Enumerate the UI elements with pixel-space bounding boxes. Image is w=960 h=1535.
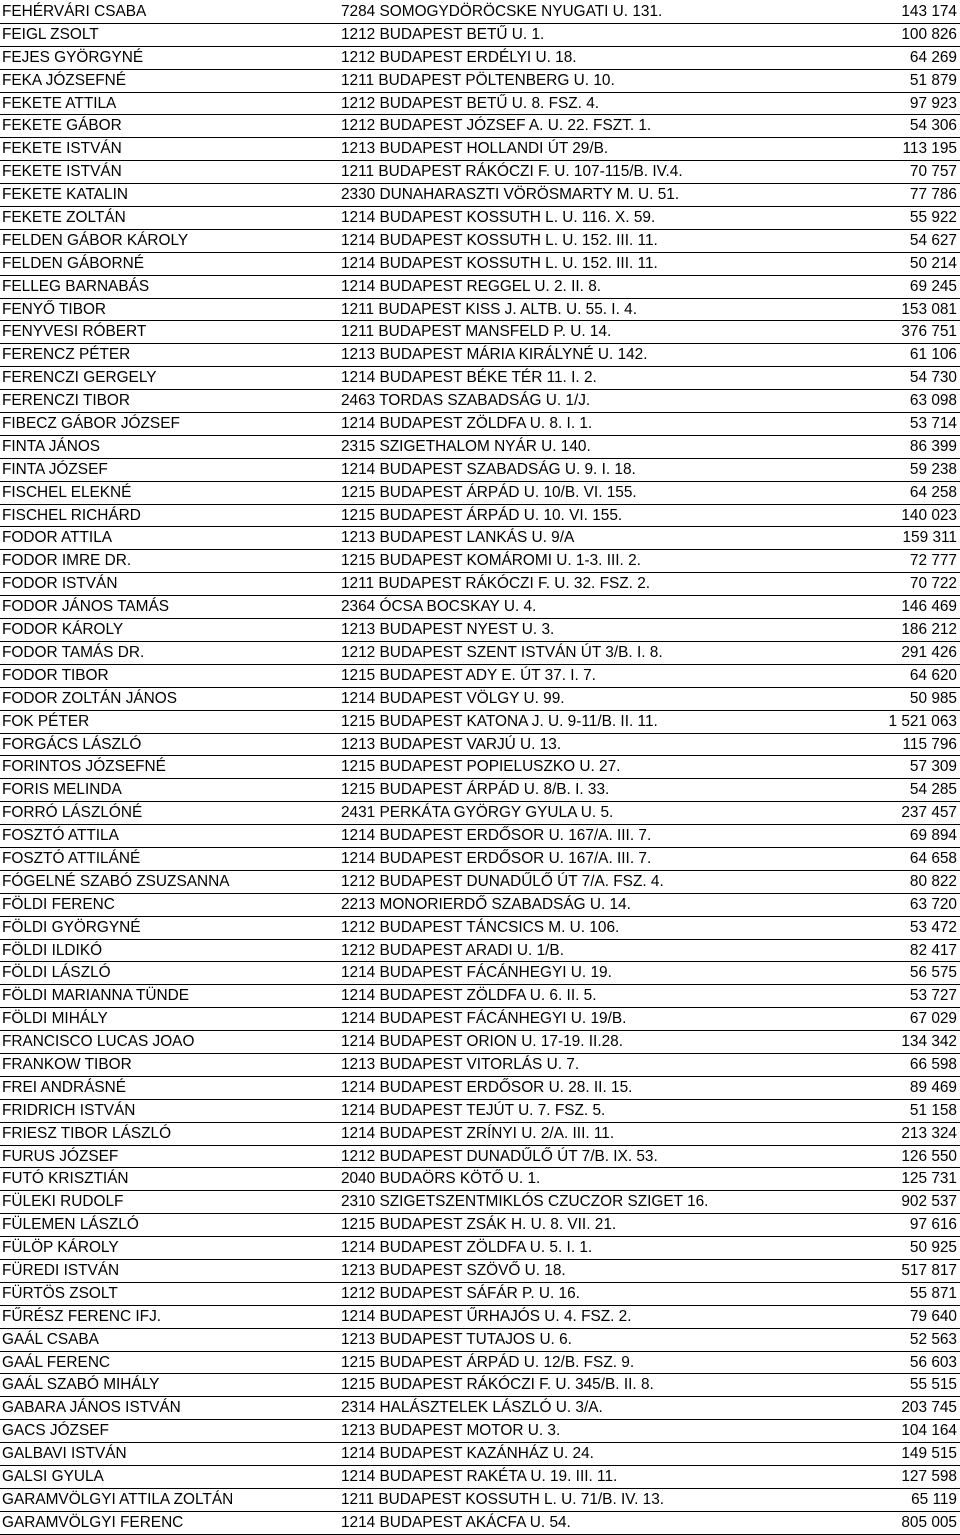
row-name: GACS JÓZSEF	[2, 1422, 109, 1440]
row-name: FODOR ZOLTÁN JÁNOS	[2, 689, 178, 707]
row-address: 1215 BUDAPEST ÁRPÁD U. 12/B. FSZ. 9.	[341, 1353, 635, 1371]
row-address: 1214 BUDAPEST KOSSUTH L. U. 152. III. 11.	[341, 254, 658, 272]
row-address: 1214 BUDAPEST BÉKE TÉR 11. I. 2.	[341, 369, 597, 387]
list-row	[0, 573, 960, 596]
row-amount: 140 023	[901, 506, 957, 524]
row-address: 1211 BUDAPEST KISS J. ALTB. U. 55. I. 4.	[341, 300, 637, 318]
list-row	[0, 688, 960, 711]
row-name: GARAMVÖLGYI FERENC	[2, 1513, 184, 1531]
row-amount: 54 285	[909, 781, 957, 799]
row-address: 1212 BUDAPEST DUNADŰLŐ ÚT 7/B. IX. 53.	[341, 1147, 658, 1165]
list-row	[0, 596, 960, 619]
row-name: FODOR TIBOR	[2, 666, 109, 684]
row-name: FÖLDI MIHÁLY	[2, 1010, 108, 1028]
row-name: FIBECZ GÁBOR JÓZSEF	[2, 415, 180, 433]
list-row	[0, 940, 960, 963]
row-address: 1215 BUDAPEST ÁRPÁD U. 8/B. I. 33.	[341, 781, 610, 799]
row-name: FEHÉRVÁRI CSABA	[2, 3, 147, 20]
row-name: FURUS JÓZSEF	[2, 1147, 119, 1165]
list-row	[0, 115, 960, 138]
list-row	[0, 1374, 960, 1397]
row-name: FODOR KÁROLY	[2, 621, 124, 639]
list-row	[0, 276, 960, 299]
row-address: 2310 SZIGETSZENTMIKLÓS CZUCZOR SZIGET 16.	[341, 1193, 709, 1211]
row-address: 1213 BUDAPEST MOTOR U. 3.	[341, 1422, 561, 1440]
row-amount: 237 457	[901, 804, 957, 822]
row-name: FRANKOW TIBOR	[2, 1055, 132, 1073]
row-name: FŰRÉSZ FERENC IFJ.	[2, 1307, 162, 1325]
row-address: 7284 SOMOGYDÖRÖCSKE NYUGATI U. 131.	[341, 3, 663, 20]
row-amount: 57 309	[909, 758, 957, 776]
row-name: GAÁL SZABÓ MIHÁLY	[2, 1376, 160, 1394]
list-row	[0, 962, 960, 985]
row-name: FODOR ISTVÁN	[2, 575, 118, 593]
row-amount: 69 894	[909, 827, 957, 845]
list-row	[0, 1260, 960, 1283]
row-name: FÜLEKI RUDOLF	[2, 1193, 124, 1211]
row-amount: 64 269	[909, 48, 957, 66]
row-amount: 126 550	[901, 1147, 957, 1165]
list-row	[0, 917, 960, 940]
list-row	[0, 779, 960, 802]
row-amount: 70 757	[909, 163, 957, 181]
list-row	[0, 871, 960, 894]
row-name: FORGÁCS LÁSZLÓ	[2, 735, 142, 753]
row-amount: 56 603	[909, 1353, 957, 1371]
list-row	[0, 711, 960, 734]
row-address: 1212 BUDAPEST BETŰ U. 8. FSZ. 4.	[341, 94, 600, 112]
list-row	[0, 734, 960, 757]
row-amount: 50 985	[909, 689, 957, 707]
row-amount: 79 640	[909, 1307, 957, 1325]
row-amount: 159 311	[902, 529, 957, 547]
row-name: FÓGELNÉ SZABÓ ZSUZSANNA	[2, 872, 230, 890]
row-address: 1211 BUDAPEST RÁKÓCZI F. U. 107-115/B. IV.4.	[341, 163, 683, 181]
row-name: FENYŐ TIBOR	[2, 300, 107, 318]
row-address: 1212 BUDAPEST JÓZSEF A. U. 22. FSZT. 1.	[341, 117, 652, 135]
row-name: FÜLÖP KÁROLY	[2, 1239, 119, 1257]
list-row	[0, 1420, 960, 1443]
row-name: FÖLDI FERENC	[2, 895, 115, 913]
list-row	[0, 527, 960, 550]
row-name: FELDEN GÁBOR KÁROLY	[2, 231, 189, 249]
row-address: 1215 BUDAPEST ZSÁK H. U. 8. VII. 21.	[341, 1216, 617, 1234]
row-amount: 77 786	[909, 186, 957, 204]
row-amount: 291 426	[901, 643, 957, 661]
list-row	[0, 321, 960, 344]
row-amount: 186 212	[901, 621, 957, 639]
row-address: 1214 BUDAPEST VÖLGY U. 99.	[341, 689, 565, 707]
row-address: 1214 BUDAPEST FÁCÁNHEGYI U. 19.	[341, 964, 612, 982]
row-amount: 104 164	[901, 1422, 957, 1440]
row-name: FOSZTÓ ATTILA	[2, 827, 119, 845]
row-amount: 65 119	[911, 1490, 957, 1508]
row-address: 1214 BUDAPEST SZABADSÁG U. 9. I. 18.	[341, 460, 636, 478]
row-name: FORIS MELINDA	[2, 781, 122, 799]
row-amount: 143 174	[901, 3, 957, 20]
row-name: FERENCZI GERGELY	[2, 369, 157, 387]
row-name: GALSI GYULA	[2, 1468, 104, 1485]
row-amount: 100 826	[901, 25, 957, 43]
row-address: 2040 BUDAÖRS KÖTŐ U. 1.	[341, 1170, 541, 1188]
row-amount: 153 081	[901, 300, 957, 318]
list-row	[0, 550, 960, 573]
row-amount: 80 822	[909, 872, 957, 890]
list-row	[0, 894, 960, 917]
row-address: 1214 BUDAPEST ŰRHAJÓS U. 4. FSZ. 2.	[341, 1307, 632, 1325]
row-amount: 63 720	[909, 895, 957, 913]
row-amount: 53 727	[909, 987, 957, 1005]
row-address: 1214 BUDAPEST ERDŐSOR U. 167/A. III. 7.	[341, 827, 652, 845]
row-address: 1215 BUDAPEST ÁRPÁD U. 10. VI. 155.	[341, 506, 623, 524]
row-address: 1215 BUDAPEST KATONA J. U. 9-11/B. II. 11.	[341, 712, 658, 730]
row-amount: 902 537	[901, 1193, 957, 1211]
list-row	[0, 1237, 960, 1260]
row-amount: 63 098	[909, 392, 957, 410]
row-address: 1211 BUDAPEST KOSSUTH L. U. 71/B. IV. 13.	[341, 1490, 665, 1508]
row-name: FODOR IMRE DR.	[2, 552, 132, 570]
row-name: FISCHEL RICHÁRD	[2, 506, 141, 524]
row-amount: 82 417	[909, 941, 957, 959]
row-amount: 54 627	[909, 231, 957, 249]
row-name: FEKA JÓZSEFNÉ	[2, 71, 127, 89]
row-address: 1214 BUDAPEST KAZÁNHÁZ U. 24.	[341, 1445, 594, 1463]
row-address: 1211 BUDAPEST PÖLTENBERG U. 10.	[341, 71, 615, 89]
row-name: FEKETE ISTVÁN	[2, 140, 122, 158]
list-row	[0, 1329, 960, 1352]
list-row	[0, 1077, 960, 1100]
list-row	[0, 1512, 960, 1535]
list-row	[0, 1352, 960, 1375]
row-name: FELLEG BARNABÁS	[2, 277, 150, 295]
row-address: 2213 MONORIERDŐ SZABADSÁG U. 14.	[341, 895, 631, 913]
row-address: 1213 BUDAPEST TUTAJOS U. 6.	[341, 1330, 572, 1348]
list-row	[0, 985, 960, 1008]
row-amount: 50 214	[909, 254, 957, 272]
row-amount: 70 722	[909, 575, 957, 593]
row-address: 2314 HALÁSZTELEK LÁSZLÓ U. 3/A.	[341, 1399, 603, 1417]
row-amount: 213 324	[901, 1124, 957, 1142]
row-amount: 51 158	[909, 1101, 957, 1119]
row-amount: 50 925	[909, 1239, 957, 1257]
row-name: FENYVESI RÓBERT	[2, 323, 147, 341]
row-amount: 64 258	[909, 483, 957, 501]
row-amount: 69 245	[909, 277, 957, 295]
list-row	[0, 253, 960, 276]
list-row	[0, 1031, 960, 1054]
row-address: 1214 BUDAPEST ERDŐSOR U. 28. II. 15.	[341, 1078, 633, 1096]
row-amount: 125 731	[901, 1170, 957, 1188]
list-row	[0, 1146, 960, 1169]
row-amount: 113 195	[902, 140, 957, 158]
row-amount: 115 796	[902, 735, 957, 753]
row-address: 2315 SZIGETHALOM NYÁR U. 140.	[341, 437, 591, 455]
row-amount: 53 714	[909, 415, 957, 433]
row-name: FORINTOS JÓZSEFNÉ	[2, 758, 166, 776]
row-amount: 56 575	[909, 964, 957, 982]
row-address: 1215 BUDAPEST ADY E. ÚT 37. I. 7.	[341, 666, 596, 684]
row-address: 1214 BUDAPEST RAKÉTA U. 19. III. 11.	[341, 1468, 618, 1485]
row-amount: 55 515	[909, 1376, 957, 1394]
row-amount: 64 620	[909, 666, 957, 684]
list-row	[0, 1283, 960, 1306]
row-address: 1214 BUDAPEST REGGEL U. 2. II. 8.	[341, 277, 602, 295]
row-name: FÖLDI GYÖRGYNÉ	[2, 918, 141, 936]
row-address: 1213 BUDAPEST VITORLÁS U. 7.	[341, 1055, 580, 1073]
list-row	[0, 505, 960, 528]
row-name: FODOR TAMÁS DR.	[2, 643, 145, 661]
row-address: 1214 BUDAPEST ZÖLDFA U. 8. I. 1.	[341, 415, 593, 433]
row-name: FODOR JÁNOS TAMÁS	[2, 598, 170, 616]
list-row	[0, 642, 960, 665]
row-amount: 97 923	[909, 94, 957, 112]
row-address: 1212 BUDAPEST SZENT ISTVÁN ÚT 3/B. I. 8.	[341, 643, 663, 661]
list-row	[0, 1306, 960, 1329]
list-row	[0, 230, 960, 253]
row-amount: 55 871	[909, 1284, 957, 1302]
row-address: 1214 BUDAPEST ZÖLDFA U. 5. I. 1.	[341, 1239, 593, 1257]
row-amount: 54 306	[909, 117, 957, 135]
row-address: 1215 BUDAPEST KOMÁROMI U. 1-3. III. 2.	[341, 552, 641, 570]
list-row	[0, 825, 960, 848]
row-name: GABARA JÁNOS ISTVÁN	[2, 1399, 181, 1417]
row-amount: 72 777	[909, 552, 957, 570]
list-row	[0, 47, 960, 70]
row-name: GALBAVI ISTVÁN	[2, 1445, 127, 1463]
list-row	[0, 1123, 960, 1146]
row-amount: 805 005	[901, 1513, 957, 1531]
row-address: 1214 BUDAPEST ZRÍNYI U. 2/A. III. 11.	[341, 1124, 615, 1142]
row-name: FRIDRICH ISTVÁN	[2, 1101, 136, 1119]
row-address: 1214 BUDAPEST AKÁCFA U. 54.	[341, 1513, 571, 1531]
row-name: FEIGL ZSOLT	[2, 25, 99, 43]
row-name: FEKETE KATALIN	[2, 186, 129, 204]
row-address: 1214 BUDAPEST ZÖLDFA U. 6. II. 5.	[341, 987, 597, 1005]
row-name: FEKETE ZOLTÁN	[2, 209, 126, 227]
row-address: 1212 BUDAPEST TÁNCSICS M. U. 106.	[341, 918, 620, 936]
list-row	[0, 1397, 960, 1420]
row-name: GAÁL CSABA	[2, 1330, 99, 1348]
row-address: 1214 BUDAPEST ERDŐSOR U. 167/A. III. 7.	[341, 849, 652, 867]
row-address: 1214 BUDAPEST KOSSUTH L. U. 152. III. 11.	[341, 231, 658, 249]
row-amount: 55 922	[909, 209, 957, 227]
row-name: FISCHEL ELEKNÉ	[2, 483, 132, 501]
row-name: FUTÓ KRISZTIÁN	[2, 1170, 129, 1188]
list-row	[0, 1214, 960, 1237]
row-address: 1211 BUDAPEST MANSFELD P. U. 14.	[341, 323, 612, 341]
list-row	[0, 1100, 960, 1123]
row-name: FREI ANDRÁSNÉ	[2, 1078, 127, 1096]
row-name: FÜRTÖS ZSOLT	[2, 1284, 118, 1302]
row-address: 1215 BUDAPEST RÁKÓCZI F. U. 345/B. II. 8.	[341, 1376, 654, 1394]
row-address: 1214 BUDAPEST TEJÚT U. 7. FSZ. 5.	[341, 1101, 606, 1119]
row-name: FERENCZ PÉTER	[2, 346, 131, 364]
row-amount: 67 029	[909, 1010, 957, 1028]
row-amount: 149 515	[901, 1445, 957, 1463]
list-row	[0, 1466, 960, 1489]
row-name: FINTA JÓZSEF	[2, 460, 108, 478]
row-name: FEKETE ATTILA	[2, 94, 117, 112]
row-amount: 86 399	[909, 437, 957, 455]
row-address: 1213 BUDAPEST LANKÁS U. 9/A	[341, 529, 575, 547]
row-amount: 53 472	[909, 918, 957, 936]
row-name: FÖLDI MARIANNA TÜNDE	[2, 987, 189, 1005]
row-amount: 203 745	[901, 1399, 957, 1417]
row-address: 1213 BUDAPEST VARJÚ U. 13.	[341, 735, 562, 753]
row-name: FODOR ATTILA	[2, 529, 113, 547]
row-name: FEKETE GÁBOR	[2, 117, 122, 135]
row-address: 1212 BUDAPEST ARADI U. 1/B.	[341, 941, 564, 959]
list-row	[0, 848, 960, 871]
list-row	[0, 344, 960, 367]
row-amount: 64 658	[909, 849, 957, 867]
row-address: 1213 BUDAPEST HOLLANDI ÚT 29/B.	[341, 140, 609, 158]
row-address: 1213 BUDAPEST SZÖVŐ U. 18.	[341, 1261, 566, 1279]
row-address: 2330 DUNAHARASZTI VÖRÖSMARTY M. U. 51.	[341, 186, 680, 204]
row-amount: 146 469	[901, 598, 957, 616]
row-address: 1212 BUDAPEST SÁFÁR P. U. 16.	[341, 1284, 580, 1302]
list-row	[0, 619, 960, 642]
list-row	[0, 93, 960, 116]
list-row	[0, 367, 960, 390]
list-row	[0, 756, 960, 779]
row-name: FELDEN GÁBORNÉ	[2, 254, 144, 272]
row-amount: 54 730	[909, 369, 957, 387]
row-amount: 1 521 063	[888, 712, 957, 730]
row-address: 1213 BUDAPEST NYEST U. 3.	[341, 621, 555, 639]
row-address: 2463 TORDAS SZABADSÁG U. 1/J.	[341, 392, 591, 410]
row-address: 1213 BUDAPEST MÁRIA KIRÁLYNÉ U. 142.	[341, 346, 648, 364]
row-amount: 89 469	[909, 1078, 957, 1096]
row-name: FÜREDI ISTVÁN	[2, 1261, 120, 1279]
row-name: FRIESZ TIBOR LÁSZLÓ	[2, 1124, 172, 1142]
row-name: FOK PÉTER	[2, 712, 90, 730]
row-address: 1211 BUDAPEST RÁKÓCZI F. U. 32. FSZ. 2.	[341, 575, 651, 593]
row-address: 1214 BUDAPEST ORION U. 17-19. II.28.	[341, 1033, 623, 1051]
list-row	[0, 299, 960, 322]
row-amount: 376 751	[901, 323, 957, 341]
row-address: 1214 BUDAPEST FÁCÁNHEGYI U. 19/B.	[341, 1010, 627, 1028]
row-name: GARAMVÖLGYI ATTILA ZOLTÁN	[2, 1490, 234, 1508]
row-amount: 66 598	[909, 1055, 957, 1073]
row-amount: 59 238	[909, 460, 957, 478]
list-row	[0, 24, 960, 47]
list-row	[0, 1191, 960, 1214]
list-row	[0, 665, 960, 688]
list-row	[0, 1489, 960, 1512]
list-row	[0, 802, 960, 825]
row-amount: 97 616	[909, 1216, 957, 1234]
row-amount: 52 563	[909, 1330, 957, 1348]
row-address: 2431 PERKÁTA GYÖRGY GYULA U. 5.	[341, 804, 614, 822]
list-row	[0, 207, 960, 230]
list-row	[0, 1054, 960, 1077]
row-address: 1212 BUDAPEST ERDÉLYI U. 18.	[341, 48, 577, 66]
row-address: 1214 BUDAPEST KOSSUTH L. U. 116. X. 59.	[341, 209, 656, 227]
row-name: FEJES GYÖRGYNÉ	[2, 48, 144, 66]
row-name: FORRÓ LÁSZLÓNÉ	[2, 804, 143, 822]
list-row	[0, 482, 960, 505]
list-row	[0, 1168, 960, 1191]
row-amount: 517 817	[901, 1261, 957, 1279]
row-address: 1215 BUDAPEST ÁRPÁD U. 10/B. VI. 155.	[341, 483, 637, 501]
row-name: GAÁL FERENC	[2, 1353, 111, 1371]
list-row	[0, 70, 960, 93]
list-row	[0, 138, 960, 161]
list-row	[0, 390, 960, 413]
row-name: FERENCZI TIBOR	[2, 392, 130, 410]
list-row	[0, 436, 960, 459]
list-row	[0, 1008, 960, 1031]
row-address: 1212 BUDAPEST BETŰ U. 1.	[341, 25, 545, 43]
list-row	[0, 1, 960, 24]
list-row	[0, 161, 960, 184]
row-amount: 127 598	[901, 1468, 957, 1485]
row-amount: 134 342	[901, 1033, 957, 1051]
row-name: FOSZTÓ ATTILÁNÉ	[2, 849, 141, 867]
row-address: 2364 ÓCSA BOCSKAY U. 4.	[341, 598, 537, 616]
row-amount: 51 879	[909, 71, 957, 89]
row-name: FINTA JÁNOS	[2, 437, 101, 455]
row-address: 1215 BUDAPEST POPIELUSZKO U. 27.	[341, 758, 621, 776]
list-row	[0, 1443, 960, 1466]
row-name: FÖLDI ILDIKÓ	[2, 941, 103, 959]
row-address: 1212 BUDAPEST DUNADŰLŐ ÚT 7/A. FSZ. 4.	[341, 872, 664, 890]
row-name: FÖLDI LÁSZLÓ	[2, 964, 111, 982]
list-row	[0, 184, 960, 207]
row-name: FEKETE ISTVÁN	[2, 163, 122, 181]
row-name: FÜLEMEN LÁSZLÓ	[2, 1216, 139, 1234]
row-name: FRANCISCO LUCAS JOAO	[2, 1033, 195, 1051]
list-row	[0, 459, 960, 482]
list-row	[0, 413, 960, 436]
row-amount: 61 106	[909, 346, 957, 364]
